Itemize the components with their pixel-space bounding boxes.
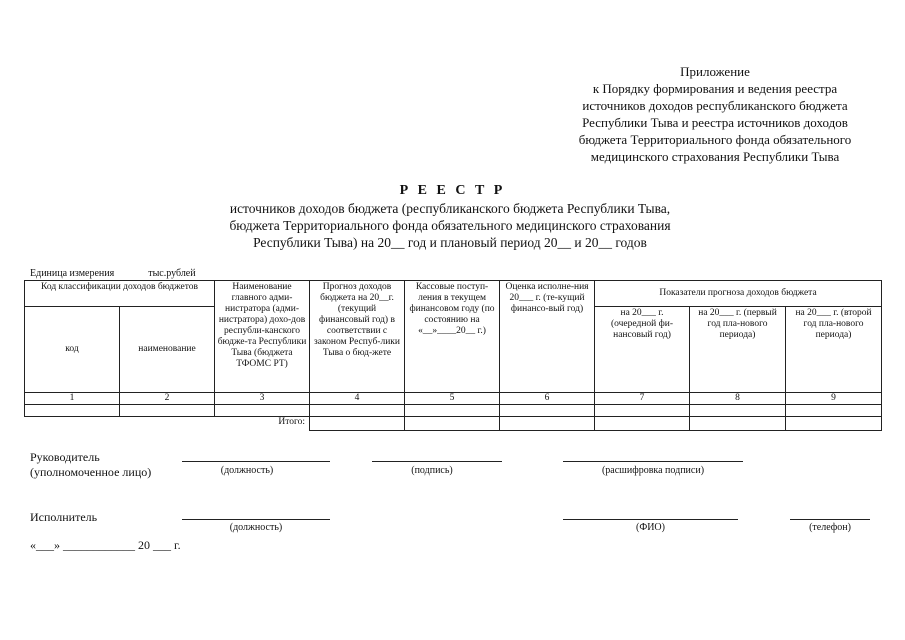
appendix-line: бюджета Территориального фонда обязательного (578, 132, 852, 147)
appendix-block (520, 63, 905, 165)
phone-line (790, 519, 870, 520)
column-number: 9 (786, 393, 882, 405)
total-cell (595, 417, 690, 431)
header-cash: Кассовые поступ-ления в текущем финансовом году (по состоянию на «__»____20__ г.) (405, 281, 500, 393)
column-number: 7 (595, 393, 690, 405)
unit-label: Единица измерения (30, 268, 115, 279)
head-label-line: Руководитель (30, 450, 100, 464)
unit-value: тыс.рублей (148, 268, 196, 279)
document-subtitle (130, 200, 770, 251)
table-cell (786, 405, 882, 417)
table-cell (25, 417, 120, 431)
total-label: Итого: (278, 417, 306, 427)
decode-caption: (расшифровка подписи) (601, 465, 705, 476)
table-cell (690, 405, 786, 417)
table-cell (120, 405, 215, 417)
column-number-row (25, 393, 882, 405)
table-cell (500, 405, 595, 417)
table-cell (25, 405, 120, 417)
header-admin: Наименование главного адми-нистратора (адми-нистратора) дохо-дов республи-канского бюдже-та Республики Тыва (бюджета ТФОМС РТ) (215, 281, 310, 393)
unit-row (30, 268, 196, 279)
table-cell (310, 405, 405, 417)
position-caption: (должность) (229, 522, 283, 533)
subtitle-line: источников доходов бюджета (республиканского бюджета Республики Тыва, (229, 201, 671, 216)
fio-caption: (ФИО) (635, 522, 665, 533)
position-line (182, 519, 330, 520)
table-cell (215, 405, 310, 417)
header-name: наименование (120, 307, 215, 393)
position-caption: (должность) (220, 465, 274, 476)
table-cell (405, 405, 500, 417)
total-cell (310, 417, 405, 431)
column-number: 6 (500, 393, 595, 405)
header-year3: на 20___ г. (второй год пла-нового периода) (786, 307, 882, 393)
document-title: Р Е Е С Т Р (399, 183, 506, 198)
head-label (30, 450, 151, 480)
signature-line (372, 461, 502, 462)
fio-line (563, 519, 738, 520)
total-cell (500, 417, 595, 431)
appendix-line: Приложение (680, 64, 750, 79)
total-cell (690, 417, 786, 431)
header-group-indicators: Показатели прогноза доходов бюджета (595, 281, 882, 307)
appendix-line: медицинского страхования Республики Тыва (590, 149, 840, 164)
column-number: 3 (215, 393, 310, 405)
phone-caption: (телефон) (809, 522, 851, 533)
executor-label: Исполнитель (30, 510, 98, 524)
header-year1: на 20___ г. (очередной фи-нансовый год) (595, 307, 690, 393)
total-row (25, 417, 882, 431)
column-number: 5 (405, 393, 500, 405)
header-row (25, 281, 882, 307)
subtitle-line: Республики Тыва) на 20__ год и плановый период 20__ и 20__ годов (253, 235, 647, 250)
head-label-line: (уполномоченное лицо) (30, 465, 152, 479)
appendix-line: источников доходов республиканского бюджета (582, 98, 848, 113)
column-number: 4 (310, 393, 405, 405)
appendix-line: Республики Тыва и реестра источников доходов (582, 115, 848, 130)
table-cell (595, 405, 690, 417)
position-line (182, 461, 330, 462)
column-number: 2 (120, 393, 215, 405)
header-group-code: Код классификации доходов бюджетов (25, 281, 215, 307)
header-code: код (25, 307, 120, 393)
decode-line (563, 461, 743, 462)
date-line: «___» ____________ 20 ___ г. (30, 538, 181, 552)
column-number: 8 (690, 393, 786, 405)
registry-table (24, 280, 882, 431)
total-cell (405, 417, 500, 431)
column-number: 1 (25, 393, 120, 405)
subtitle-line: бюджета Территориального фонда обязательного медицинского страхования (229, 218, 671, 233)
table-cell (120, 417, 215, 431)
header-forecast: Прогноз доходов бюджета на 20__г. (текущий финансовый год) в соответствии с законом Респуб-лики Тыва о бюд-жете (310, 281, 405, 393)
header-estimate: Оценка исполне-ния 20___ г. (те-кущий финансо-вый год) (500, 281, 595, 393)
table-row (25, 405, 882, 417)
signature-caption: (подпись) (411, 465, 453, 476)
header-year2: на 20___ г. (первый год пла-нового периода) (690, 307, 786, 393)
appendix-line: к Порядку формирования и ведения реестра (592, 81, 838, 96)
total-cell (786, 417, 882, 431)
